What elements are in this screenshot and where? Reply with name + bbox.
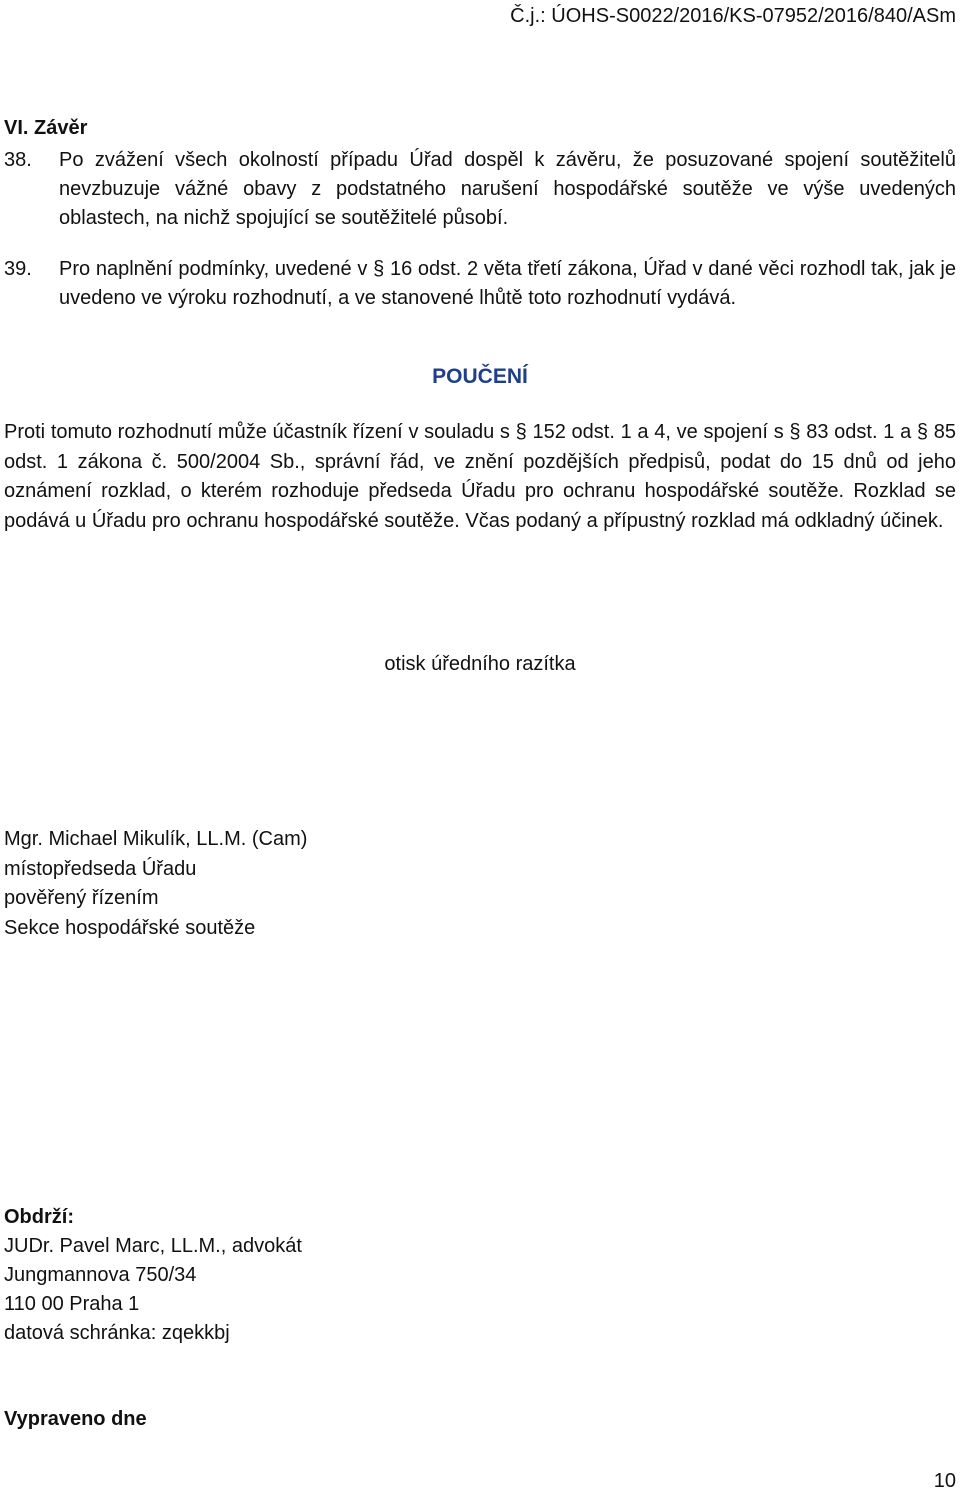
signatory-title: místopředseda Úřadu bbox=[4, 857, 197, 880]
recipients-block bbox=[4, 1203, 302, 1348]
dispatched-label: Vypraveno dne bbox=[4, 1408, 147, 1430]
paragraph-number: 38. bbox=[4, 149, 32, 171]
paragraph-text: Pro naplnění podmínky, uvedené v § 16 odst. 2 věta třetí zákona, Úřad v dané věci rozhodl tak, jak je uvedeno ve výroku rozhodnutí, a ve stanovené lhůtě toto rozhodnutí vydává. bbox=[59, 258, 956, 309]
case-reference: Č.j.: ÚOHS-S0022/2016/KS-07952/2016/840/ASm bbox=[510, 5, 956, 27]
signatory-section: Sekce hospodářské soutěže bbox=[4, 916, 256, 939]
section-heading: VI. Závěr bbox=[4, 117, 88, 139]
page-number: 10 bbox=[933, 1470, 956, 1492]
signatory-name: Mgr. Michael Mikulík, LL.M. (Cam) bbox=[4, 828, 308, 850]
signatory-role: pověřený řízením bbox=[4, 887, 159, 909]
instructions-text: Proti tomuto rozhodnutí může účastník řízení v souladu s § 152 odst. 1 a 4, ve spojení s § 83 odst. 1 a § 85 odst. 1 zákona č. 500/2004 Sb., správní řád, ve znění pozdějších předpisů, podat do 15 dnů od jeho oznámení rozklad, o kterém rozhoduje předseda Úřadu pro ochranu hospodářské soutěže. Rozklad se podává u Úřadu pro ochranu hospodářské soutěže. Včas podaný a přípustný rozklad má odkladný účinek. bbox=[4, 421, 956, 532]
stamp-placeholder: otisk úředního razítka bbox=[384, 653, 576, 675]
recipient-line: Jungmannova 750/34 bbox=[4, 1264, 197, 1286]
paragraph-text: Po zvážení všech okolností případu Úřad dospěl k závěru, že posuzované spojení soutěžitelů nevzbuzuje vážné obavy z podstatného narušení hospodářské soutěže ve výše uvedených oblastech, na nichž spojující se soutěžitelé působí. bbox=[59, 149, 956, 229]
instructions-title: POUČENÍ bbox=[432, 365, 528, 388]
recipient-line: datová schránka: zqekkbj bbox=[4, 1322, 230, 1344]
recipients-label: Obdrží: bbox=[4, 1206, 74, 1228]
signature-block bbox=[4, 825, 307, 943]
recipient-line: JUDr. Pavel Marc, LL.M., advokát bbox=[4, 1235, 302, 1257]
paragraph-38 bbox=[4, 146, 956, 233]
recipient-line: 110 00 Praha 1 bbox=[4, 1293, 140, 1315]
paragraph-39 bbox=[4, 255, 956, 313]
paragraph-number: 39. bbox=[4, 258, 32, 280]
